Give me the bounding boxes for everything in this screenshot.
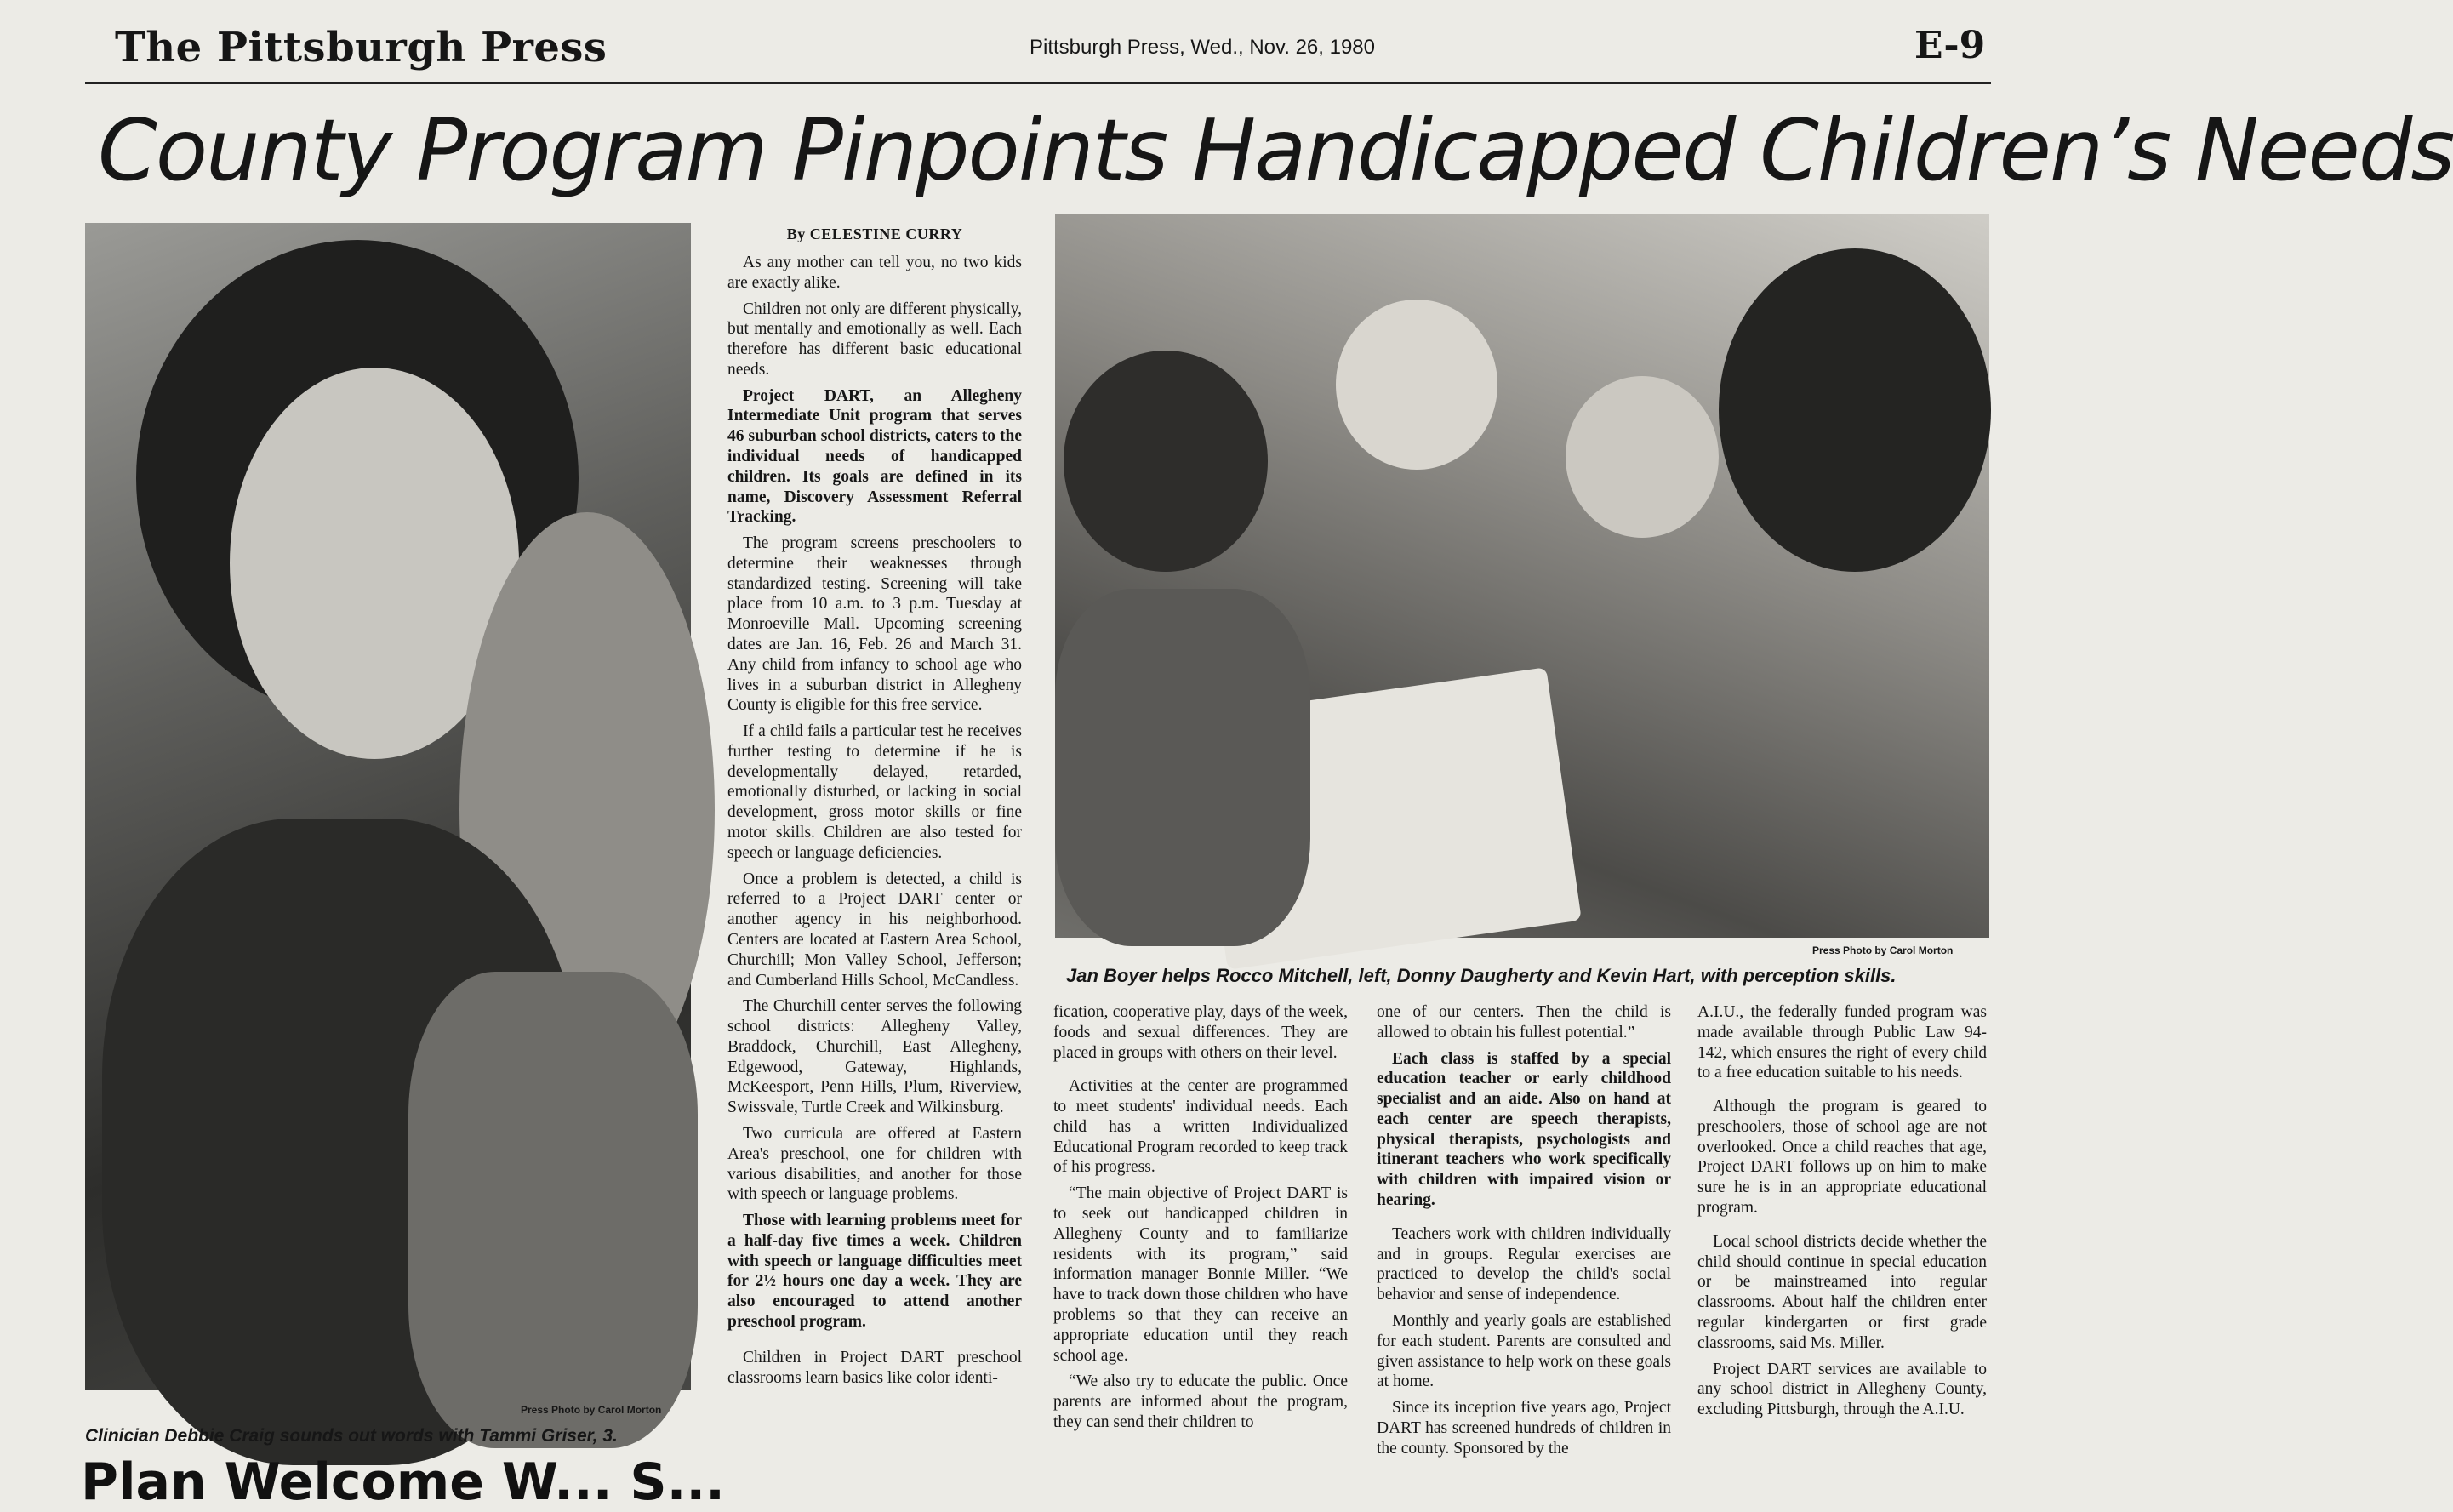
paragraph: Project DART services are available to any school district in Allegheny County, excluding Pittsburgh, through the A.I.U. xyxy=(1697,1360,1987,1419)
paragraph: The Churchill center serves the following school districts: Allegheny Valley, Braddock, Churchill, East Allegheny, Edgewood, Gateway, Highlands, McKeesport, Penn Hills, Plum, Riverview, Swissvale, Turtle Creek and Wilkinsburg. xyxy=(727,997,1022,1117)
article-column-2 xyxy=(1053,1002,1348,1439)
headline: County Program Pinpoints Handicapped Children’s Needs xyxy=(98,100,2453,200)
article-column-1 xyxy=(727,225,1022,1394)
paragraph: Although the program is geared to preschoolers, those of school age are not overlooked. Once a child reaches that age, Project DART follows up on him to make sure he is in an appropriate educational program. xyxy=(1697,1098,1987,1218)
photo-children-perception xyxy=(1055,214,1989,938)
paragraph: As any mother can tell you, no two kids are exactly alike. xyxy=(727,253,1022,292)
photo-clinician-and-child xyxy=(85,223,691,1390)
byline: By CELESTINE CURRY xyxy=(786,225,963,242)
paragraph: “We also try to educate the public. Once parents are informed about the program, they can send their children to xyxy=(1053,1372,1348,1431)
paragraph: Each class is staffed by a special education teacher or early childhood specialist and an aide. Also on hand at each center are speech therapists, physical therapists, psychologists and itinerant teachers who work specifically with children with impaired vision or hearing. xyxy=(1377,1049,1671,1210)
page-number: E-9 xyxy=(1914,24,1986,67)
paragraph: Local school districts decide whether the child should continue in special education or be mainstreamed into regular classrooms. About half the children enter regular kindergarten or first grade classrooms, said Ms. Miller. xyxy=(1697,1232,1987,1352)
photo-credit-left: Press Photo by Carol Morton xyxy=(521,1404,662,1416)
photo-caption-right: Jan Boyer helps Rocco Mitchell, left, Donny Daugherty and Kevin Hart, with perception skills. xyxy=(1066,965,1897,986)
paragraph: A.I.U., the federally funded program was made available through Public Law 94-142, which ensures the right of every child to a free education suitable to his needs. xyxy=(1697,1003,1987,1082)
article-column-4 xyxy=(1697,1002,1987,1426)
paragraph: Teachers work with children individually and in groups. Regular exercises are practiced to develop the child's social behavior and sense of independence. xyxy=(1377,1224,1671,1304)
paragraph: Those with learning problems meet for a half-day five times a week. Children with speech or language difficulties meet for 2½ hours one day a week. They are also encouraged to attend another preschool program. xyxy=(727,1212,1022,1332)
paragraph: one of our centers. Then the child is allowed to obtain his fullest potential.” xyxy=(1377,1003,1671,1041)
photo-credit-right: Press Photo by Carol Morton xyxy=(1812,944,1954,956)
masthead: The Pittsburgh Press xyxy=(115,24,608,71)
paragraph: Two curricula are offered at Eastern Area's preschool, one for children with various disabilities, and another for those with speech or language problems. xyxy=(727,1124,1022,1204)
dateline: Pittsburgh Press, Wed., Nov. 26, 1980 xyxy=(1030,36,1375,59)
paragraph: Once a problem is detected, a child is referred to a Project DART center or another agency in his neighborhood. Centers are located at Eastern Area School, Churchill; Mon Valley School, Jefferson; and Cumberland Hills School, McCandless. xyxy=(727,870,1022,990)
paragraph: Since its inception five years ago, Project DART has screened hundreds of children in the county. Sponsored by the xyxy=(1377,1399,1671,1458)
paragraph: The program screens preschoolers to determine their weaknesses through standardized testing. Screening will take place from 10 a.m. to 3 p.m. Tuesday at Monroeville Mall. Upcoming screening dates are Jan. 16, Feb. 26 and March 31. Any child from infancy to school age who lives in a suburban district in Allegheny County is eligible for this free service. xyxy=(727,534,1022,715)
header-rule xyxy=(85,82,1991,84)
paragraph: Monthly and yearly goals are established for each student. Parents are consulted and given assistance to help work on these goals at home. xyxy=(1377,1311,1671,1391)
next-headline-fragment: Plan Welcome W... S... xyxy=(81,1452,725,1512)
paragraph: fication, cooperative play, days of the week, foods and sexual differences. They are placed in groups with others on their level. xyxy=(1053,1003,1348,1062)
paragraph: Activities at the center are programmed to meet students' individual needs. Each child has a written Individualized Educational Program recorded to keep track of his progress. xyxy=(1053,1077,1348,1177)
paragraph: If a child fails a particular test he receives further testing to determine if he is developmentally delayed, retarded, emotionally disturbed, or lacking in social development, gross motor skills or fine motor skills. Children are also tested for speech or language deficiencies. xyxy=(727,722,1022,862)
paragraph: “The main objective of Project DART is to seek out handicapped children in Allegheny County and to familiarize residents with its program,” said information manager Bonnie Miller. “We have to track down those children who have problems so that they can receive an appropriate education until they reach school age. xyxy=(1053,1184,1348,1365)
photo-caption-left: Clinician Debbie Craig sounds out words with Tammi Griser, 3. xyxy=(85,1426,618,1446)
paragraph: Project DART, an Allegheny Intermediate Unit program that serves 46 suburban school districts, caters to the individual needs of handicapped children. Its goals are defined in its name, Discovery Assessment Referral Tracking. xyxy=(727,386,1022,527)
paragraph: Children in Project DART preschool classrooms learn basics like color identi- xyxy=(727,1348,1022,1387)
paragraph: Children not only are different physically, but mentally and emotionally as well. Each therefore has different basic educational needs. xyxy=(727,300,1022,379)
article-column-3 xyxy=(1377,1002,1671,1464)
